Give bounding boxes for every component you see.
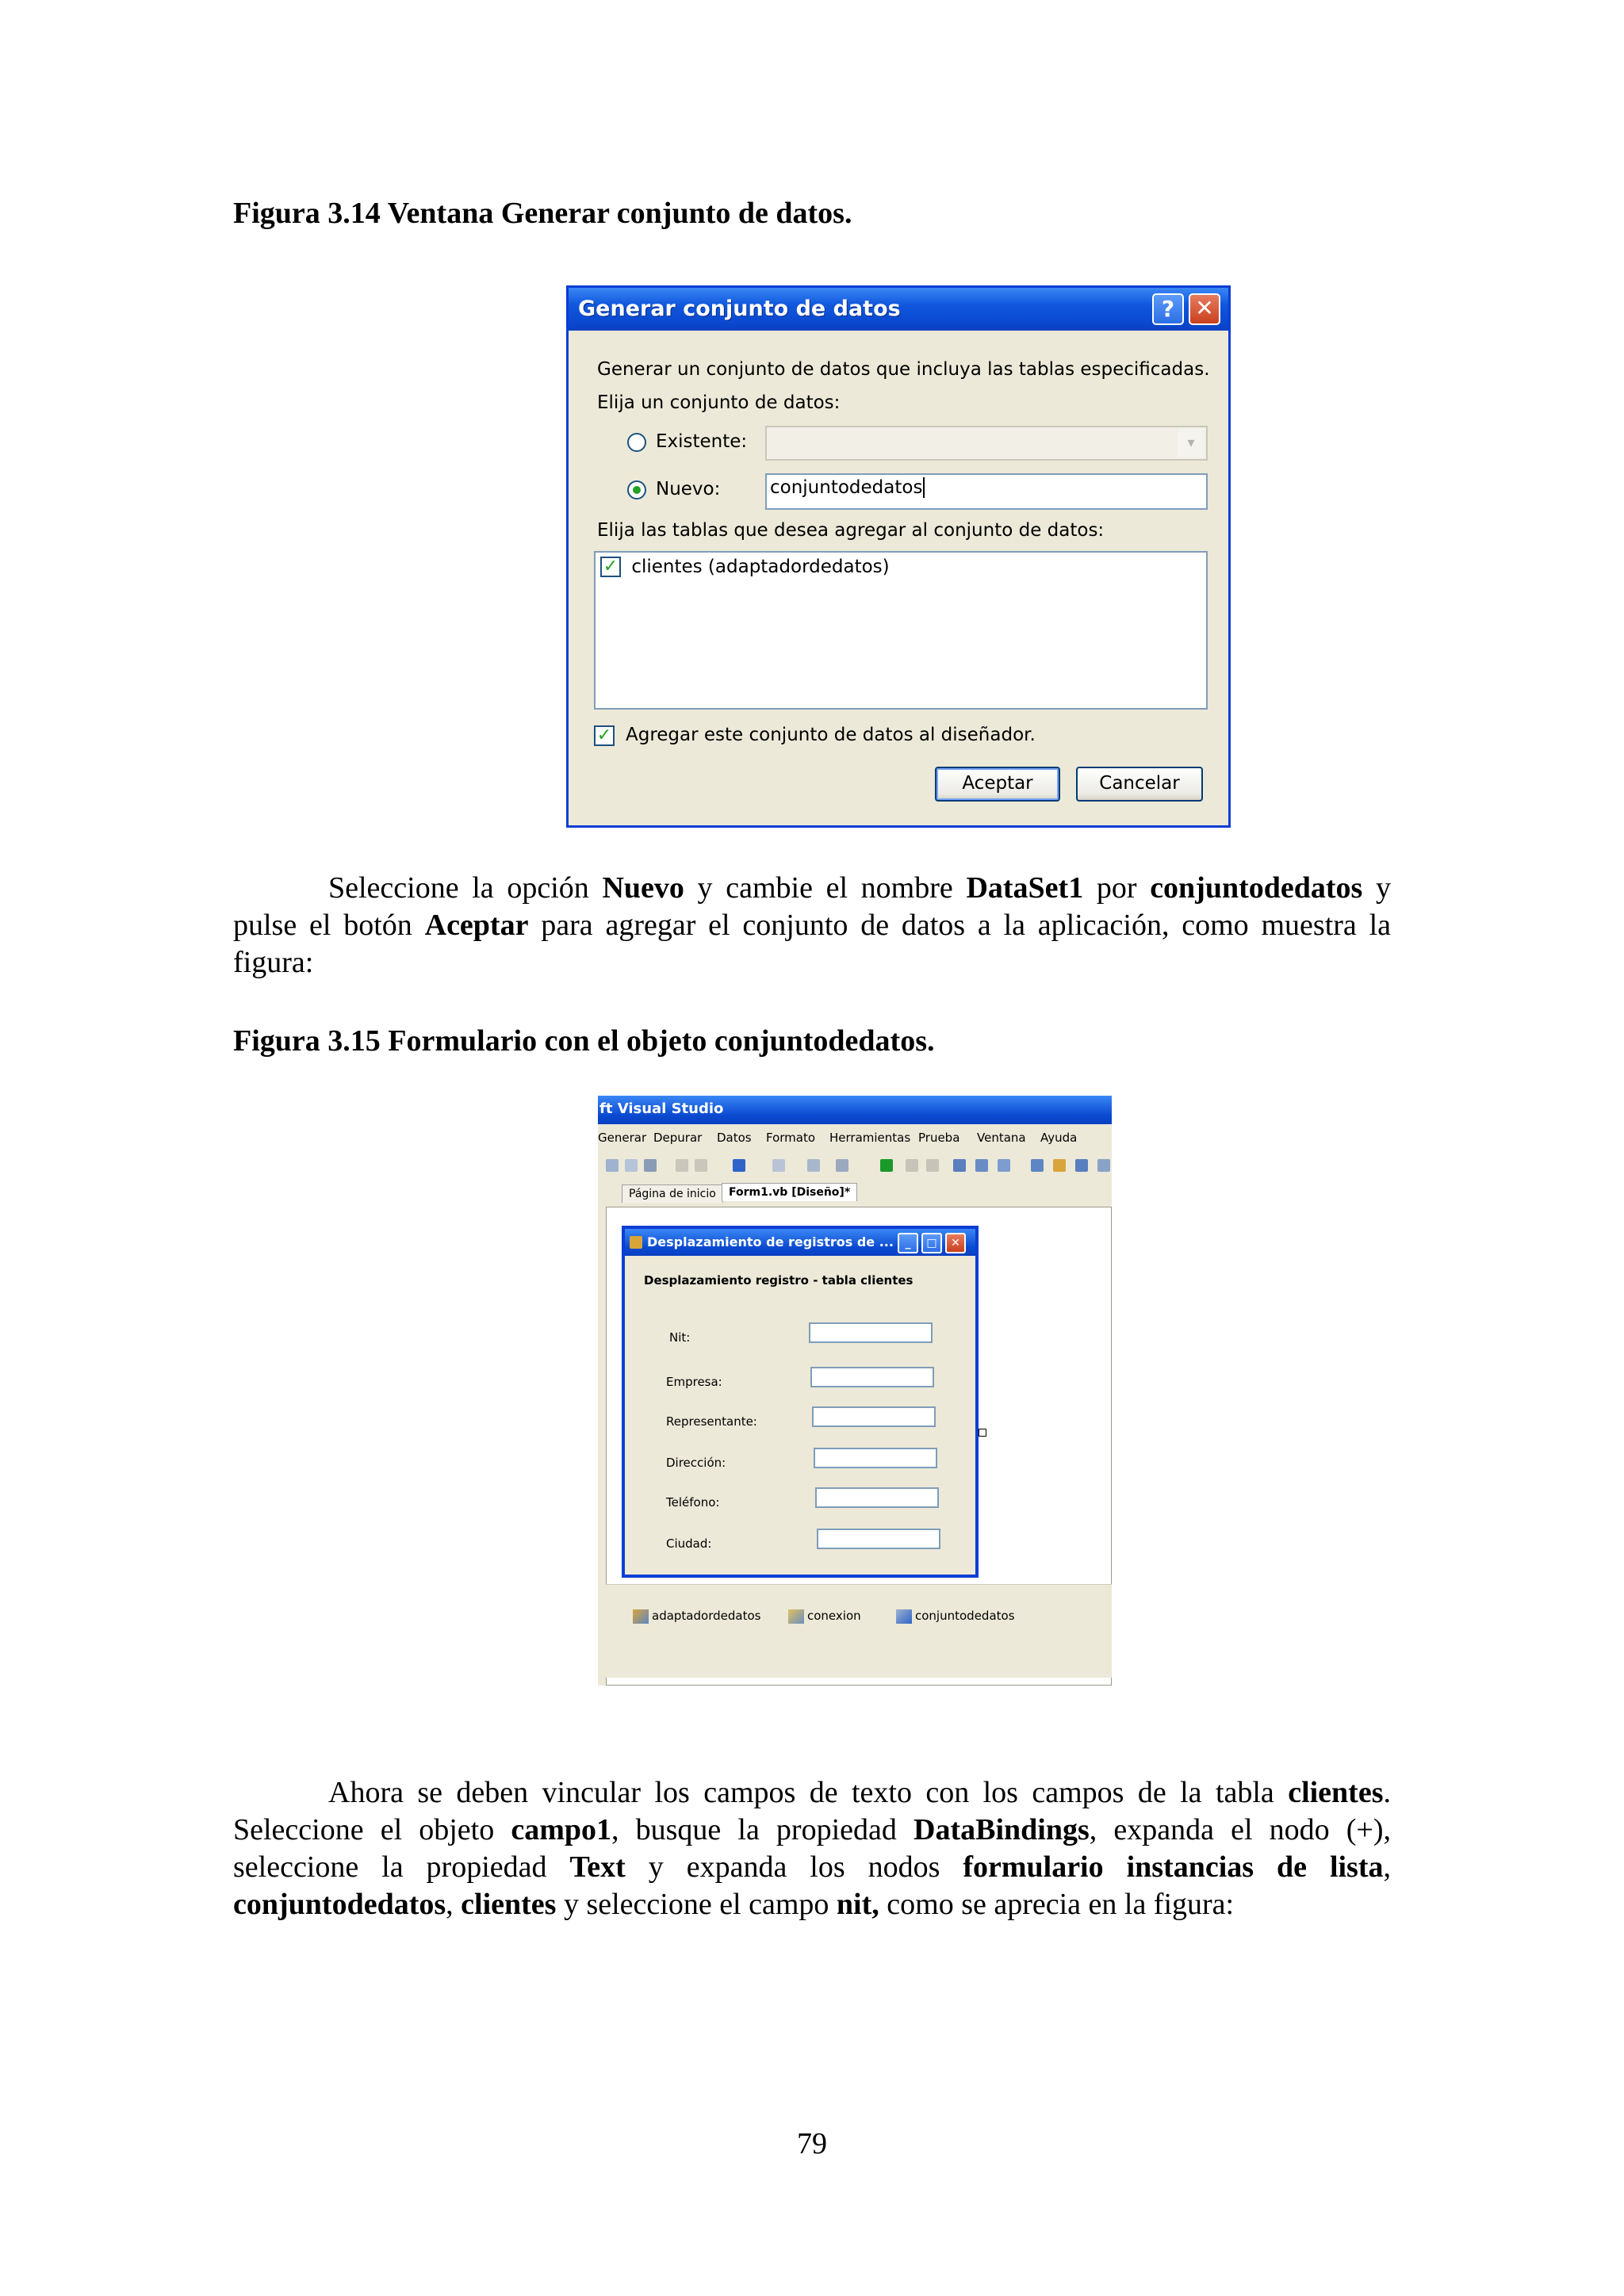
visual-studio-screenshot [598,1096,1112,1686]
form-heading: Desplazamiento registro - tabla clientes [644,1273,914,1288]
table-checkbox[interactable]: ✓ [600,557,621,577]
new-dataset-name-input[interactable] [765,473,1208,510]
new-dataset-name-value: conjuntodedatos [770,477,923,498]
connection-icon [788,1609,804,1624]
cancel-button[interactable]: Cancelar [1076,767,1203,802]
properties-icon[interactable] [953,1159,966,1172]
menu-prueba[interactable]: Prueba [918,1131,960,1145]
field-label-empresa: Empresa: [666,1375,722,1389]
object-browser-icon[interactable] [1053,1159,1066,1172]
undo-icon[interactable] [733,1159,745,1172]
paste-icon[interactable] [644,1159,657,1172]
add-to-designer-checkbox[interactable]: ✓ [594,725,615,746]
textbox-ciudad[interactable] [817,1529,940,1549]
vs-window-title: ft Visual Studio [599,1100,724,1117]
paragraph-1: Seleccione la opción Nuevo y cambie el nombre DataSet1 por conjuntodedatos y pulse el botón Aceptar para agregar el conjunto de datos a la aplicación, como muestra la figura: [233,871,1392,979]
form-title-bar[interactable] [625,1229,975,1256]
textbox-empresa[interactable] [810,1367,934,1387]
redo-icon[interactable] [772,1159,785,1172]
field-label-nit: Nit: [669,1330,691,1345]
stop-icon[interactable] [926,1159,939,1172]
form-close-button[interactable]: ✕ [945,1233,966,1253]
navigate-icon[interactable] [807,1159,820,1172]
list-item[interactable] [600,556,890,577]
choose-dataset-label: Elija un conjunto de datos: [597,392,841,413]
new-radio[interactable] [627,480,646,499]
copy-icon[interactable] [625,1159,638,1172]
minimize-button[interactable]: _ [898,1233,918,1253]
choose-tables-label: Elija las tablas que desea agregar al conjunto de datos: [597,520,1105,541]
server-explorer-icon[interactable] [975,1159,988,1172]
tray-item-conexion[interactable]: conexion [788,1609,861,1624]
form-title: Desplazamiento de registros de ... [647,1234,894,1249]
dataset-icon [896,1609,912,1624]
figure-caption-3-14: Figura 3.14 Ventana Generar conjunto de datos. [233,197,852,230]
vs-title-bar [598,1096,1112,1124]
ok-button[interactable]: Aceptar [935,767,1060,802]
tables-list[interactable] [594,551,1208,710]
tab-start-page[interactable]: Página de inicio [622,1184,723,1203]
field-label-representante: Representante: [666,1414,757,1429]
maximize-button[interactable]: □ [921,1233,942,1253]
new-radio-label: Nuevo: [656,479,721,499]
dialog-title: Generar conjunto de datos [578,297,901,321]
field-label-direccion: Dirección: [666,1456,726,1470]
help-button[interactable]: ? [1152,293,1184,325]
existing-radio[interactable] [627,433,646,452]
class-view-icon[interactable] [1075,1159,1088,1172]
start-page-icon[interactable] [1097,1159,1110,1172]
menu-ayuda[interactable]: Ayuda [1040,1131,1078,1145]
form-icon [630,1236,642,1249]
toolbox-icon[interactable] [998,1159,1010,1172]
dialog-intro-text: Generar un conjunto de datos que incluya las tablas especificadas. [597,359,1210,380]
solution-explorer-icon[interactable] [1031,1159,1044,1172]
tray-item-adaptador[interactable]: adaptadordedatos [633,1609,760,1624]
figure-caption-3-15: Figura 3.15 Formulario con el objeto conjuntodedatos. [233,1024,935,1058]
align-left-icon[interactable] [676,1159,688,1172]
tab-form1-design[interactable]: Form1.vb [Diseño]* [722,1183,857,1201]
chevron-down-icon[interactable]: ▾ [1178,429,1205,457]
component-tray [606,1584,1112,1678]
textbox-telefono[interactable] [815,1487,939,1508]
data-adapter-icon [633,1609,649,1624]
close-button[interactable]: ✕ [1189,293,1220,325]
tray-item-conjunto[interactable]: conjuntodedatos [896,1609,1015,1624]
textbox-nit[interactable] [809,1322,933,1343]
menu-formato[interactable]: Formato [766,1131,816,1145]
dialog-title-bar[interactable] [569,288,1228,331]
field-label-ciudad: Ciudad: [666,1536,712,1551]
generate-dataset-dialog [566,285,1231,828]
existing-dataset-combo[interactable] [765,426,1208,461]
menu-herramientas[interactable]: Herramientas [829,1131,911,1145]
menu-ventana[interactable]: Ventana [977,1131,1026,1145]
find-icon[interactable] [836,1159,848,1172]
existing-radio-label: Existente: [656,431,748,452]
form-designer-window[interactable] [622,1226,979,1578]
align-right-icon[interactable] [695,1159,707,1172]
paragraph-2: Ahora se deben vincular los campos de texto con los campos de la tabla clientes. Seleccione el objeto campo1, busque la propiedad DataBindings, expanda el nodo (+), seleccione la propiedad Text y expanda los nodos formulario instancias de lista, conjuntodedatos, clientes y seleccione el campo nit, como se aprecia en la figura: [233,1776,1392,1921]
textbox-direccion[interactable] [814,1448,937,1468]
resize-handle[interactable] [979,1429,986,1437]
pause-icon[interactable] [906,1159,918,1172]
field-label-telefono: Teléfono: [666,1495,720,1510]
menu-datos[interactable]: Datos [717,1131,752,1145]
page-number: 79 [797,2127,827,2160]
cut-icon[interactable] [606,1159,619,1172]
textbox-representante[interactable] [812,1406,936,1427]
add-to-designer-label: Agregar este conjunto de datos al diseñador. [626,725,1036,745]
menu-depurar[interactable]: Depurar [653,1131,703,1145]
start-debug-icon[interactable] [880,1159,893,1172]
table-item-label: clientes (adaptadordedatos) [631,556,890,577]
menu-generar[interactable]: Generar [598,1131,647,1145]
